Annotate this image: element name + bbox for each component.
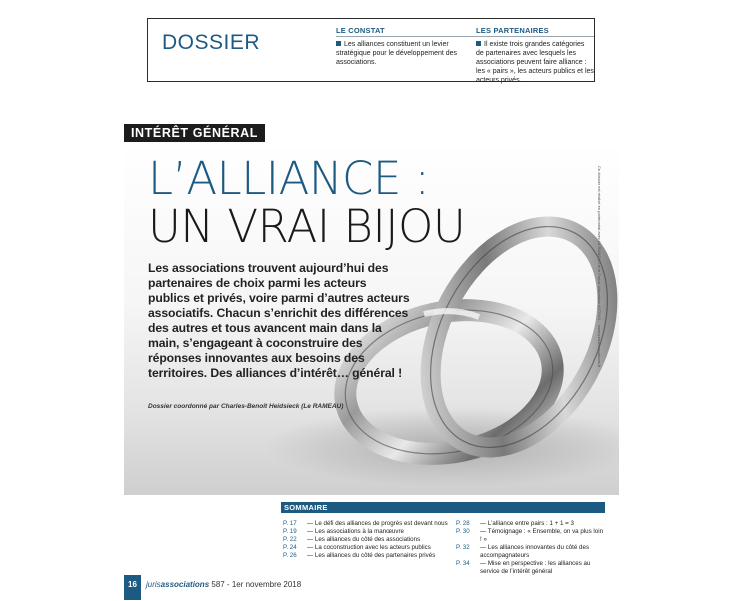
toc-page: P. 28 <box>456 520 470 527</box>
toc-page: P. 22 <box>283 536 297 543</box>
toc-text: — Les alliances innovantes du côté des accompagnateurs <box>480 544 590 559</box>
toc-item <box>456 560 606 576</box>
category-tag: INTÉRÊT GÉNÉRAL <box>124 124 265 142</box>
constat-column <box>336 26 476 67</box>
toc-item <box>283 536 451 544</box>
partenaires-text: Il existe trois grandes catégories de partenaires avec lesquels les associations peuvent faire alliance : les « pairs », les acteurs publics et les acteurs privés. <box>476 41 594 84</box>
toc-page: P. 19 <box>283 528 297 535</box>
footer-issue <box>146 580 301 589</box>
toc-item <box>283 552 451 560</box>
toc-text: — Les associations à la manœuvre <box>307 528 404 535</box>
toc-item <box>283 528 451 536</box>
footer-brand-associations: associations <box>160 580 210 589</box>
toc-page: P. 26 <box>283 552 297 559</box>
footer-brand-juris: juris <box>146 580 161 589</box>
partenaires-title: LES PARTENAIRES <box>476 26 594 37</box>
toc-page: P. 17 <box>283 520 297 527</box>
photo-credit: Ce dossier est réalisé en partenariat avec Le RAMEAU et le Fonds Mutualiste AVTRAS – www.jurisassociations.fr <box>597 166 602 368</box>
section-label: DOSSIER <box>162 31 261 54</box>
title-line-1: L’ALLIANCE : <box>148 152 430 205</box>
toc-text: — Les alliances du côté des associations <box>307 536 421 543</box>
toc-item <box>456 520 606 528</box>
toc-page: P. 32 <box>456 544 470 551</box>
toc-page: P. 24 <box>283 544 297 551</box>
toc-left-column <box>283 520 451 560</box>
square-bullet-icon <box>336 41 341 46</box>
toc-right-column <box>456 520 606 576</box>
page-number: 16 <box>124 575 141 600</box>
toc-text: — Témoignage : « Ensemble, on va plus loin ! » <box>480 528 604 543</box>
toc-text: — Le défi des alliances de progrès est devant nous <box>307 520 448 527</box>
toc-page: P. 30 <box>456 528 470 535</box>
sommaire-title: SOMMAIRE <box>281 502 605 513</box>
coordination-credit: Dossier coordonné par Charles-Benoît Heidsieck (Le RAMEAU) <box>148 403 344 410</box>
footer-issue-text: 587 - 1er novembre 2018 <box>209 580 302 589</box>
toc-item <box>456 528 606 544</box>
toc-item <box>283 520 451 528</box>
toc-text: — Les alliances du côté des partenaires privés <box>307 552 436 559</box>
toc-item <box>283 544 451 552</box>
toc-item <box>456 544 606 560</box>
constat-text: Les alliances constituent un levier stratégique pour le développement des associations. <box>336 41 458 66</box>
toc-text: — Mise en perspective : les alliances au service de l’intérêt général <box>480 560 591 575</box>
dossier-header-box <box>147 18 595 82</box>
partenaires-column <box>476 26 594 85</box>
constat-text-wrap <box>336 40 476 67</box>
lead-paragraph: Les associations trouvent aujourd’hui des partenaires de choix parmi les acteurs publics et privés, voire parmi d’autres acteurs associatifs. Chacun s’enrichit des différences des autres et tous avancent main dans la main, s’engageant à coconstruire des réponses innovantes aux besoins des territoires. Des alliances d’intérêt… général ! <box>148 261 410 380</box>
constat-title: LE CONSTAT <box>336 26 476 37</box>
title-line-2: UN VRAI BIJOU <box>148 200 466 253</box>
toc-text: — La coconstruction avec les acteurs publics <box>307 544 431 551</box>
toc-text: — L’alliance entre pairs : 1 + 1 = 3 <box>480 520 574 527</box>
square-bullet-icon <box>476 41 481 46</box>
toc-page: P. 34 <box>456 560 470 567</box>
partenaires-text-wrap <box>476 40 594 85</box>
